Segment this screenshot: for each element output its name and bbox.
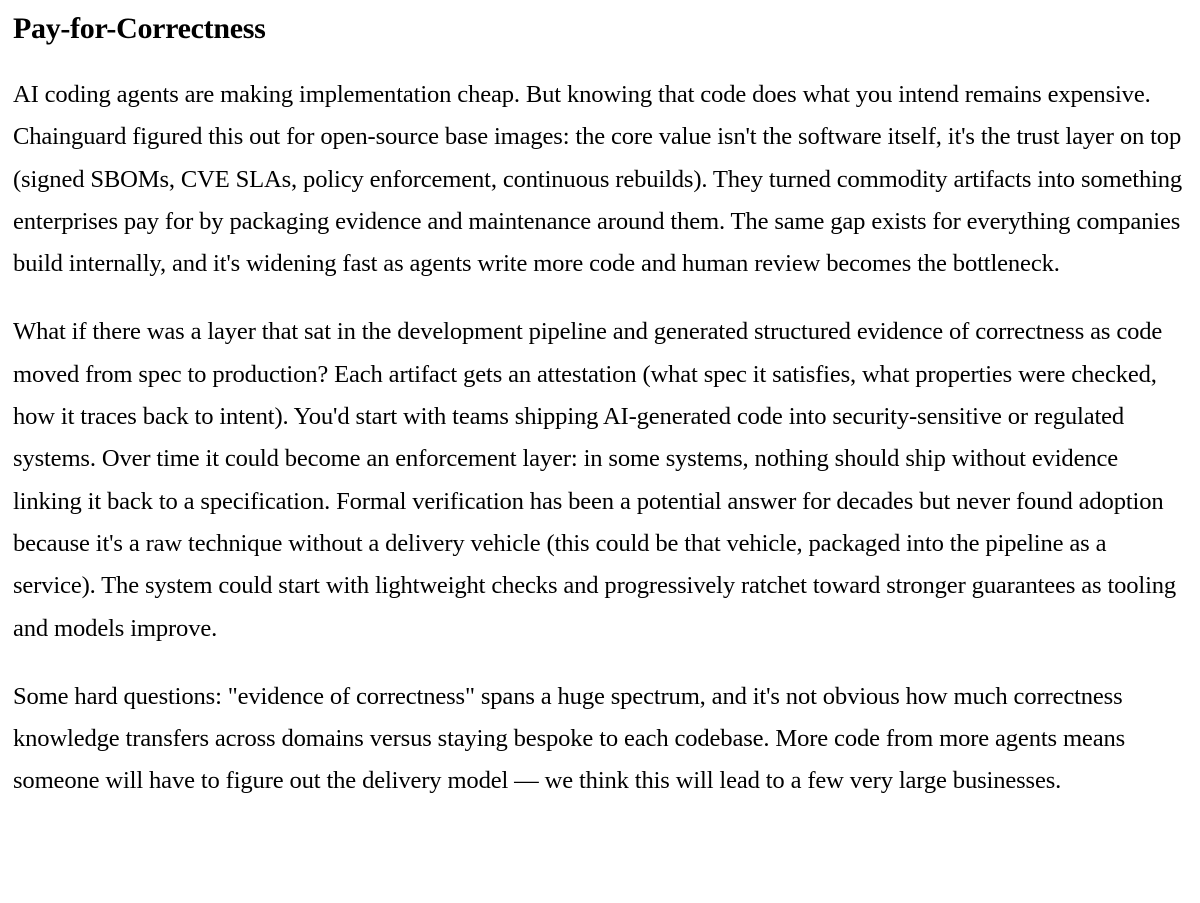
paragraph-questions: Some hard questions: "evidence of correctness" spans a huge spectrum, and it's not obvious how much correctness knowledge transfers across domains versus staying bespoke to each codebase. More code from more agents means someone will have to figure out the delivery model — we think this will lead to a few very large businesses. — [13, 682, 1126, 795]
article-title: Pay-for-Correctness — [13, 12, 266, 45]
paragraph-proposal: What if there was a layer that sat in the development pipeline and generated structured evidence of correctness as code moved from spec to production? Each artifact gets an attestation (what spec it satisfies, what properties were checked, how it traces back to intent). You'd start with teams shipping AI-generated code into security-sensitive or regulated systems. Over time it could become an enforcement layer: in some systems, nothing should ship without evidence linking it back to a specification. Formal verification has been a potential answer for decades but never found adoption because it's a raw technique without a delivery vehicle (this could be that vehicle, packaged into the pipeline as a service). The system could start with lightweight checks and progressively ratchet toward stronger guarantees as tooling and models improve. — [13, 318, 1177, 642]
paragraph-intro: AI coding agents are making implementation cheap. But knowing that code does what you intend remains expensive. Chainguard figured this out for open-source base images: the core value isn't the software itself, it's the trust layer on top (signed SBOMs, CVE SLAs, policy enforcement, continuous rebuilds). They turned commodity artifacts into something enterprises pay for by packaging evidence and maintenance around them. The same gap exists for everything companies build internally, and it's widening fast as agents write more code and human review becomes the bottleneck. — [13, 81, 1183, 278]
